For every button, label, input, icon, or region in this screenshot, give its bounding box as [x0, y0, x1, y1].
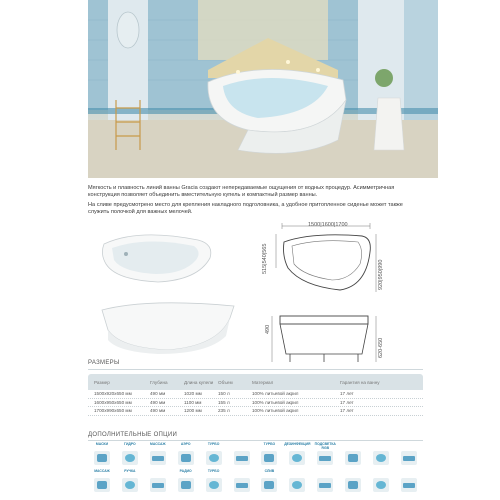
option-icon	[373, 451, 389, 465]
row-volume: 155 л	[218, 399, 230, 405]
bathtub-front-view-image	[98, 296, 238, 356]
option-item	[172, 443, 200, 468]
row-material: 100% литьевой акрил	[252, 391, 299, 397]
row-material: 100% литьевой акрил	[252, 408, 299, 414]
header-volume: Объем	[218, 379, 233, 385]
handle-icon	[122, 478, 138, 492]
option-item	[228, 443, 256, 468]
top-width-dimension: 1500|1600|1700	[308, 222, 348, 228]
option-item	[255, 443, 283, 468]
option-label: МАССАЖ	[150, 442, 166, 446]
option-item	[283, 443, 311, 468]
row-size: 1700x990x650 мм	[94, 408, 132, 414]
sizes-table	[88, 374, 423, 416]
table-row	[88, 390, 423, 399]
bathroom-photo	[88, 0, 438, 178]
water-icon	[234, 451, 250, 465]
option-item	[88, 470, 116, 495]
option-icon	[401, 451, 417, 465]
option-label: ТУРБО	[263, 442, 276, 446]
option-item	[144, 470, 172, 495]
header-warranty: Гарантия на ванну	[340, 379, 380, 385]
foot-massage-icon	[94, 478, 110, 492]
aero-massage-icon	[178, 451, 194, 465]
option-label: СЛИВ	[264, 469, 275, 473]
option-label: ПОДСВЕТКА RGB	[314, 442, 336, 450]
option-label: АЭРО	[180, 442, 191, 446]
option-item	[395, 470, 423, 495]
option-item	[88, 443, 116, 468]
option-item	[367, 470, 395, 495]
description-paragraph-1: Мягкость и плавность линий ванны Gracia создают непередаваемые ощущения от водных процедур. Асимметричная конструкция позволяет объединить вместительную купель и компактный размер ванны.	[88, 185, 395, 199]
option-item	[172, 470, 200, 495]
option-icon	[317, 478, 333, 492]
side-right-dimension: 620-650	[378, 337, 384, 358]
option-item	[116, 443, 144, 468]
description-paragraph-2: На сливе предусмотрено место для крепления накладного подголовника, а удобное притопленное сиденье может также служить полочкой для важных мелочей.	[88, 202, 403, 216]
row-size: 1600x950x650 мм	[94, 399, 132, 405]
option-item	[311, 470, 339, 495]
option-label: МАССАЖ	[94, 469, 110, 473]
bathtub-top-view-image	[98, 222, 218, 292]
row-volume: 235 л	[218, 408, 230, 414]
option-item	[367, 443, 395, 468]
table-row	[88, 399, 423, 408]
option-item	[339, 470, 367, 495]
mask-icon	[94, 451, 110, 465]
row-warranty: 17 лет	[340, 391, 354, 397]
turbo-icon	[206, 451, 222, 465]
option-icon	[373, 478, 389, 492]
row-warranty: 17 лет	[340, 408, 354, 414]
option-icon	[401, 478, 417, 492]
option-item	[395, 443, 423, 468]
sizes-divider	[88, 369, 423, 370]
row-depth: 490 мм	[150, 408, 166, 414]
row-warranty: 17 лет	[340, 399, 354, 405]
header-material: Материал	[252, 379, 274, 385]
option-icon	[289, 478, 305, 492]
option-label: ТУРБО	[207, 442, 220, 446]
option-item	[255, 470, 283, 495]
header-size: Размер	[94, 379, 110, 385]
header-depth: Глубина	[150, 379, 168, 385]
turbo-pump-icon	[261, 451, 277, 465]
turbo-jet-icon	[206, 478, 222, 492]
options-title: ДОПОЛНИТЕЛЬНЫЕ ОПЦИИ	[88, 432, 178, 438]
option-item	[283, 470, 311, 495]
drain-icon	[261, 478, 277, 492]
option-item	[144, 443, 172, 468]
option-item	[200, 443, 228, 468]
right-depth-dimension: 920|950|990	[378, 259, 384, 290]
option-label: РУЧКА	[124, 469, 136, 473]
row-material: 100% литьевой акрил	[252, 399, 299, 405]
option-item	[339, 443, 367, 468]
options-divider	[88, 440, 423, 441]
option-label: РАДИО	[179, 469, 192, 473]
option-label: МАСКИ	[95, 442, 109, 446]
radio-icon	[178, 478, 194, 492]
option-item	[311, 443, 339, 468]
option-label: ТУРБО	[207, 469, 220, 473]
left-height-dimension: 515|540|565	[262, 243, 268, 274]
rgb-light-icon	[317, 451, 333, 465]
hydro-massage-icon	[122, 451, 138, 465]
bathroom-scene	[88, 0, 438, 178]
option-icon	[345, 451, 361, 465]
option-label: ГИДРО	[124, 442, 136, 446]
row-depth: 490 мм	[150, 391, 166, 397]
option-icon	[150, 478, 166, 492]
options-grid	[88, 443, 423, 495]
option-item	[228, 470, 256, 495]
table-header	[88, 374, 423, 390]
row-depth: 490 мм	[150, 399, 166, 405]
side-view-drawing	[262, 310, 382, 370]
option-label: ДЕЗИНФЕКЦИЯ	[284, 442, 311, 446]
row-size: 1500x920x650 мм	[94, 391, 132, 397]
row-length: 1020 мм	[184, 391, 202, 397]
side-height-dimension: 490	[265, 324, 271, 334]
row-volume: 150 л	[218, 391, 230, 397]
sizes-title: РАЗМЕРЫ	[88, 360, 120, 366]
massage-icon	[150, 451, 166, 465]
option-icon	[345, 478, 361, 492]
row-length: 1100 мм	[184, 399, 202, 405]
disinfection-icon	[289, 451, 305, 465]
option-item	[200, 470, 228, 495]
header-length: Длина купели	[184, 379, 214, 385]
option-item	[116, 470, 144, 495]
option-icon	[234, 478, 250, 492]
table-row	[88, 407, 423, 416]
top-view-drawing	[262, 220, 382, 300]
row-length: 1200 мм	[184, 408, 202, 414]
